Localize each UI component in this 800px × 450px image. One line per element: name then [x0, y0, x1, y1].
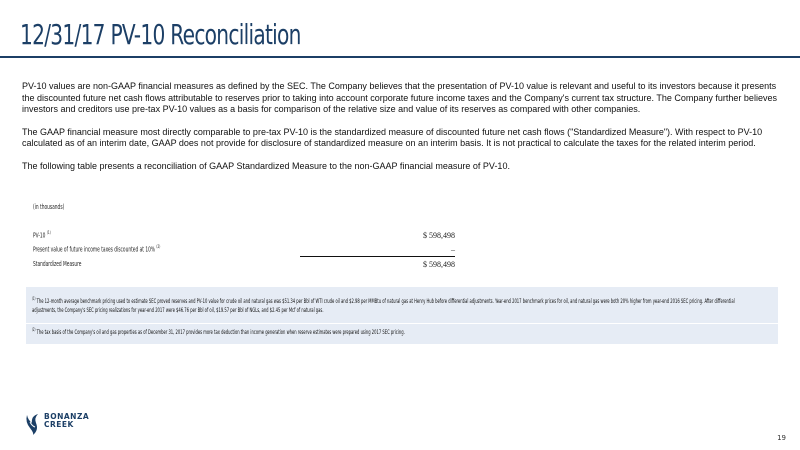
footnote-marker-2: (2): [156, 245, 161, 250]
table-row-pv10-label: [33, 231, 62, 239]
footnote-2: [32, 325, 752, 337]
footnotes-box: [26, 287, 778, 344]
footnote-marker-1: (1): [46, 231, 51, 236]
logo-line-1: BONANZA: [44, 412, 90, 421]
table-row-label-text: [33, 260, 81, 268]
table-row-standardized-label: [33, 260, 111, 268]
logo-wordmark: [44, 413, 89, 429]
table-row-standardized-value: $ 598,498: [423, 260, 455, 269]
footnote-separator: [26, 323, 778, 324]
footnote-1: [32, 294, 752, 315]
paragraph-gaap-comparison: The GAAP financial measure most directly comparable to pre-tax PV-10 is the standardized measure of discounted future net cash flows ("Standardized Measure"). With respect to PV-10 calculated as of an interim date, GAAP does not provide for disclosure of standardized measure on an interim basis. It is not practical to calculate the taxes for the related interim period.: [22, 126, 763, 149]
sum-rule: [300, 256, 455, 257]
footnote-2-text: The tax basis of the Company's oil and gas properties as of December 31, 2017 provides more tax deduction than income generation when reserve estimates were prepared using 2017 SEC pricing.: [36, 329, 405, 337]
table-row-taxes-label: [33, 245, 238, 253]
footnote-1-text: The 12-month average benchmark pricing used to estimate SEC proved reserves and PV-10 value for crude oil and natural gas was $51.34 per Bbl of WTI crude oil and $2.98 per MMBtu of natural gas at Henry Hub before differential adjustments. Year-end 2017 benchmark prices for oil, and natural gas were both 20% higher from year-end 2016 SEC pricing. After differential adjustments, the Company's SEC pricing realizations for year-end 2017 were $46.76 per Bbl of oil, $19.57 per Bbl of NGLs, and $2.45 per Mcf of natural gas.: [32, 298, 735, 315]
table-row-pv10-value: $ 598,498: [423, 231, 455, 240]
taxes-label: Present value of future income taxes discounted at 10%: [33, 245, 155, 254]
table-row-label-text: [33, 231, 51, 239]
table-row-taxes-value: –: [451, 245, 455, 254]
paragraph-pv10-definition: PV-10 values are non-GAAP financial measures as defined by the SEC. The Company believes that the presentation of PV-10 value is relevant and useful to its investors because it presents the discounted future net cash flows attributable to reserves prior to taking into account corporate future income taxes and the Company's current tax structure. The Company further believes investors and creditors use pre-tax PV-10 values as a basis for comparison of the relative size and value of its reserves as compared with other companies.: [22, 81, 777, 115]
paragraph-table-intro: The following table presents a reconciliation of GAAP Standardized Measure to the non-GAAP financial measure of PV-10.: [22, 160, 510, 171]
table-units-label: (in thousands): [33, 203, 65, 211]
table-units: [33, 203, 83, 211]
standardized-measure-label: Standardized Measure: [33, 260, 82, 268]
table-row-label-text: [33, 245, 160, 253]
title-rule: [0, 56, 800, 58]
company-logo: [24, 412, 114, 438]
pv10-label: PV-10: [33, 231, 46, 240]
footnote-2-marker: (2): [32, 327, 36, 332]
slide-title: 12/31/17 PV-10 Reconciliation: [20, 18, 301, 51]
page-number: 19: [777, 434, 786, 442]
intro-text: [22, 81, 780, 184]
bonanza-creek-logo-icon: [24, 412, 42, 436]
logo-line-2: CREEK: [44, 420, 74, 429]
footnote-1-marker: (1): [32, 296, 36, 301]
